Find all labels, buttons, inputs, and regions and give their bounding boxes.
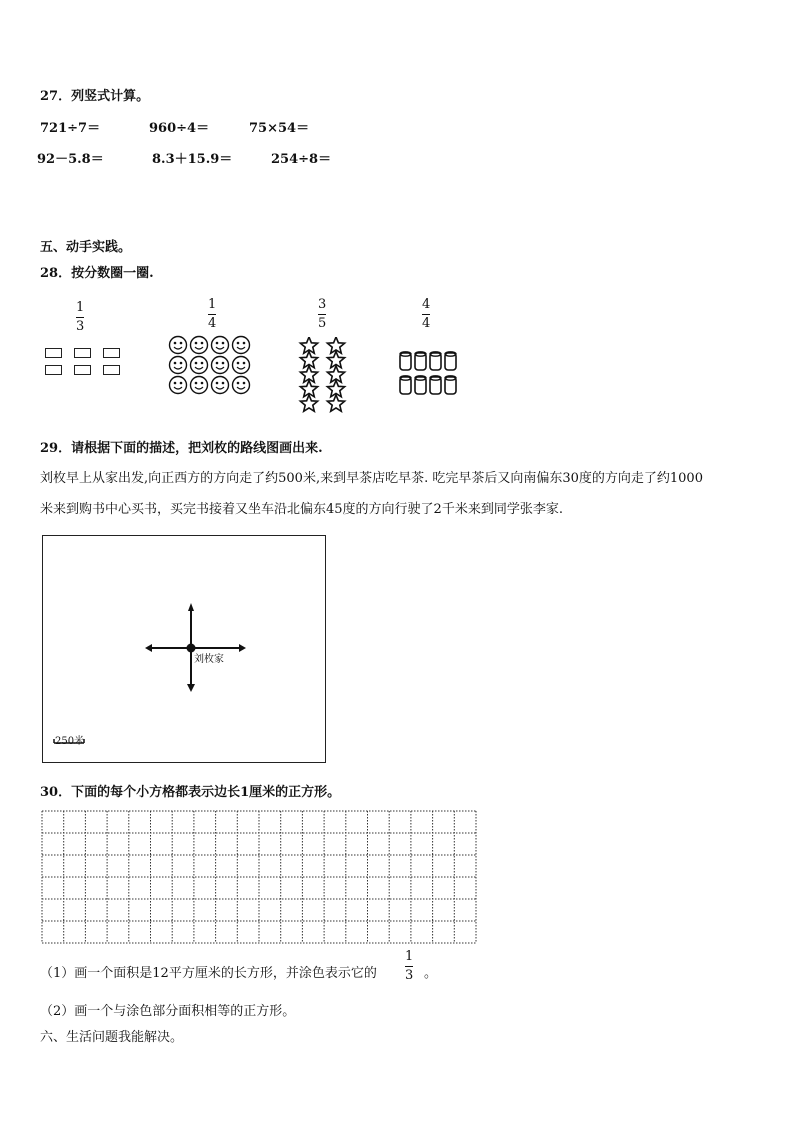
q27-expr-6: 254÷8＝ (271, 152, 332, 167)
q29-line-2: 米来到购书中心买书，买完书接着又坐车沿北偏东45度的方向行驶了2千米来到同学张李家. (40, 502, 563, 517)
fraction-bar (76, 317, 84, 318)
smiley-face-icon (170, 357, 187, 374)
fraction-bar (318, 314, 326, 315)
smiley-face-icon (191, 377, 208, 394)
smiley-face-icon (170, 337, 187, 354)
cylinder-cup-icon (445, 376, 456, 394)
smiley-face-icon (212, 357, 229, 374)
scale-label: 250米 (55, 736, 85, 747)
q27-expr-5: 8.3＋15.9＝ (152, 152, 233, 167)
section5-heading: 五、动手实践。 (40, 240, 132, 255)
smiley-face-icon (233, 377, 250, 394)
fraction-denominator: 4 (208, 316, 217, 331)
cylinder-cup-icon (430, 376, 441, 394)
q27-expr-1: 721÷7＝ (40, 121, 101, 136)
rectangle-icon (45, 348, 62, 358)
cylinder-cup-icon (430, 352, 441, 370)
cylinder-cup-icon (400, 376, 411, 394)
rectangle-icon (103, 365, 120, 375)
cylinder-cup-icon (415, 376, 426, 394)
q30-part-1-fraction (405, 950, 413, 983)
fraction-numerator: 4 (422, 297, 431, 312)
fraction-denominator: 4 (422, 316, 431, 331)
fraction-numerator: 1 (208, 297, 217, 312)
rectangle-icon (103, 348, 120, 358)
fraction-denominator: 3 (76, 319, 85, 334)
smiley-face-icon (212, 377, 229, 394)
fraction-denominator: 3 (405, 968, 414, 983)
q29-title: 29．请根据下面的描述，把刘枚的路线图画出来. (40, 441, 323, 456)
fraction-numerator: 1 (405, 949, 414, 964)
q30-part-1-text: （1）画一个面积是12平方厘米的长方形，并涂色表示它的 (40, 966, 377, 981)
rectangle-icon (45, 365, 62, 375)
fraction-bar (422, 314, 430, 315)
route-map-frame[interactable] (42, 535, 326, 763)
fraction-denominator: 5 (318, 316, 327, 331)
cylinder-cup-icon (400, 352, 411, 370)
compass-cross-icon (42, 535, 326, 763)
q28-title: 28．按分数圈一圈. (40, 266, 154, 281)
home-label: 刘枚家 (194, 654, 224, 665)
rectangle-icon (74, 348, 91, 358)
fraction-numerator: 1 (76, 300, 85, 315)
cylinder-cup-group (397, 348, 461, 400)
q27-expr-3: 75×54＝ (249, 121, 310, 136)
q30-part-1-end: 。 (424, 966, 438, 981)
smiley-face-icon (191, 337, 208, 354)
q27-expr-4: 92－5.8＝ (37, 152, 104, 167)
q28-fraction-2 (208, 298, 216, 331)
smiley-face-icon (191, 357, 208, 374)
section6-heading: 六、生活问题我能解决。 (40, 1030, 184, 1045)
fraction-numerator: 3 (318, 297, 327, 312)
dotted-square-grid[interactable] (41, 810, 477, 944)
smiley-face-icon (170, 377, 187, 394)
fraction-bar (208, 314, 216, 315)
q28-fraction-3 (318, 298, 326, 331)
smiley-group (168, 335, 254, 397)
smiley-face-icon (233, 357, 250, 374)
smiley-face-icon (212, 337, 229, 354)
q29-line-1: 刘枚早上从家出发,向正西方的方向走了约500米,来到早茶店吃早茶. 吃完早茶后又向南偏东30度的方向走了约1000 (40, 471, 703, 486)
cylinder-cup-icon (445, 352, 456, 370)
smiley-face-icon (233, 337, 250, 354)
cylinder-cup-icon (415, 352, 426, 370)
fraction-bar (405, 966, 413, 967)
q28-fraction-4 (422, 298, 430, 331)
q27-expr-2: 960÷4＝ (149, 121, 210, 136)
q27-title: 27．列竖式计算。 (40, 89, 150, 104)
q28-fraction-1 (76, 301, 84, 334)
q30-title: 30．下面的每个小方格都表示边长1厘米的正方形。 (40, 785, 341, 800)
star-group (297, 337, 351, 413)
q30-part-2: （2）画一个与涂色部分面积相等的正方形。 (40, 1004, 296, 1019)
rectangle-icon (74, 365, 91, 375)
q30-part-1 (40, 962, 377, 981)
